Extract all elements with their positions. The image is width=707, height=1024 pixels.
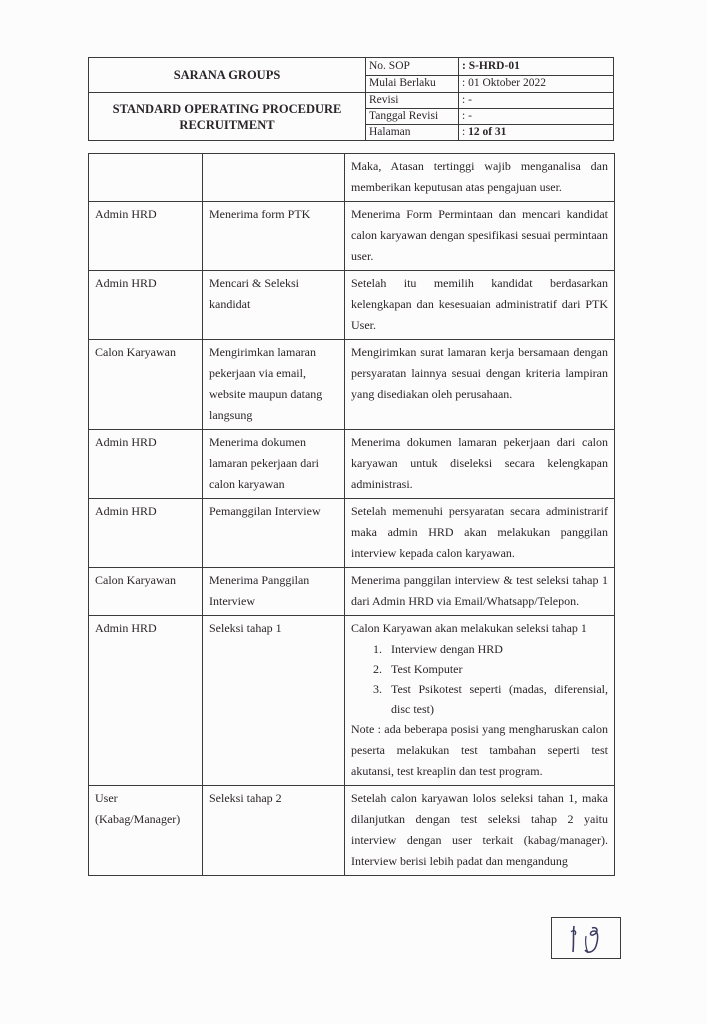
actor-text: Calon Karyawan (95, 573, 176, 587)
description-text: Setelah itu memilih kandidat berdasarkan kelengkapan dan kesesuaian administratif dari PTK User. (351, 276, 608, 332)
field-label: Revisi (366, 93, 459, 109)
actor-cell (89, 786, 203, 876)
description-text: Menerima Form Permintaan dan mencari kandidat calon karyawan dengan spesifikasi sesuai permintaan user. (351, 207, 608, 263)
description-text: Calon Karyawan akan melakukan seleksi tahap 1 (351, 621, 587, 635)
document-title-line1: STANDARD OPERATING PROCEDURE (112, 101, 342, 116)
actor-cell (89, 154, 203, 202)
activity-cell: Menerima Panggilan Interview (203, 568, 345, 616)
activity-cell: Seleksi tahap 2 (203, 786, 345, 876)
page-number (459, 125, 614, 141)
procedure-row (89, 430, 615, 499)
note-text: Note : ada beberapa posisi yang mengharuskan calon peserta melakukan test tambahan seperti test akutansi, test kreaplin dan test program. (351, 722, 608, 778)
description-cell (345, 202, 615, 271)
company-name: SARANA GROUPS (89, 58, 366, 93)
description-text: Setelah memenuhi persyaratan secara administrarif maka admin HRD akan melakukan panggilan interview kepada calon karyawan. (351, 504, 608, 560)
sop-header-table (88, 57, 614, 141)
description-cell (345, 786, 615, 876)
procedure-row (89, 154, 615, 202)
actor-cell (89, 568, 203, 616)
procedure-table-body (89, 154, 615, 876)
description-text: Menerima dokumen lamaran pekerjaan dari calon karyawan untuk diseleksi secara kelengkapan administrasi. (351, 435, 608, 491)
actor-cell (89, 430, 203, 499)
activity-cell: Seleksi tahap 1 (203, 616, 345, 786)
page-prefix: : (462, 126, 469, 138)
actor-text: (Kabag/Manager) (95, 812, 181, 826)
activity-cell: Menerima form PTK (203, 202, 345, 271)
activity-cell: Mencari & Seleksi kandidat (203, 271, 345, 340)
page-value: 12 of 31 (468, 126, 507, 138)
procedure-row (89, 271, 615, 340)
procedure-row (89, 340, 615, 430)
procedure-row (89, 499, 615, 568)
page-label: Halaman (366, 125, 459, 141)
field-value: : 01 Oktober 2022 (459, 75, 614, 93)
description-text: Menerima panggilan interview & test seleksi tahap 1 dari Admin HRD via Email/Whatsapp/Telepon. (351, 573, 608, 608)
procedure-row (89, 786, 615, 876)
description-text: Setelah calon karyawan lolos seleksi tahan 1, maka dilanjutkan dengan test seleksi tahap 2 yaitu interview dengan user terkait (kabag/manager). Interview berisi lebih padat dan mengandung (351, 791, 608, 868)
field-label: Mulai Berlaku (366, 75, 459, 93)
sop-number: : S-HRD-01 (462, 59, 520, 72)
list-item: 2. Test Komputer (385, 659, 608, 679)
actor-cell (89, 202, 203, 271)
actor-text: Admin HRD (95, 435, 157, 449)
description-text: Maka, Atasan tertinggi wajib menganalisa dan memberikan keputusan atas pengajuan user. (351, 159, 608, 194)
actor-cell (89, 616, 203, 786)
actor-cell (89, 499, 203, 568)
actor-text: Admin HRD (95, 276, 157, 290)
actor-text: Calon Karyawan (95, 345, 176, 359)
activity-cell (203, 154, 345, 202)
description-text: Mengirimkan surat lamaran kerja bersamaan dengan persyaratan lainnya sesuai dengan kriteria lampiran yang disediakan oleh perusahaan. (351, 345, 608, 401)
actor-cell (89, 271, 203, 340)
field-value-sop (459, 58, 614, 76)
actor-cell (89, 340, 203, 430)
document-title-line2: RECRUITMENT (179, 117, 275, 132)
activity-cell: Menerima dokumen lamaran pekerjaan dari calon karyawan (203, 430, 345, 499)
procedure-table (88, 153, 615, 876)
list-item: 3. Test Psikotest seperti (madas, diferensial, disc test) (385, 679, 608, 719)
procedure-row (89, 568, 615, 616)
actor-text: User (95, 791, 118, 805)
list-item: 1. Interview dengan HRD (385, 639, 608, 659)
actor-text: Admin HRD (95, 621, 157, 635)
document-title (89, 93, 366, 141)
initials-signature-box (551, 917, 621, 959)
actor-text: Admin HRD (95, 207, 157, 221)
description-cell (345, 340, 615, 430)
field-value: : - (459, 93, 614, 109)
activity-cell: Mengirimkan lamaran pekerjaan via email, website maupun datang langsung (203, 340, 345, 430)
description-cell (345, 154, 615, 202)
selection-steps-list (351, 639, 608, 719)
description-cell (345, 499, 615, 568)
field-label: No. SOP (366, 58, 459, 76)
activity-cell: Pemanggilan Interview (203, 499, 345, 568)
handwritten-initials (552, 918, 620, 958)
field-label: Tanggal Revisi (366, 109, 459, 125)
procedure-row (89, 202, 615, 271)
field-value: : - (459, 109, 614, 125)
description-cell (345, 616, 615, 786)
description-cell (345, 430, 615, 499)
actor-text: Admin HRD (95, 504, 157, 518)
description-cell (345, 271, 615, 340)
procedure-row (89, 616, 615, 786)
description-cell (345, 568, 615, 616)
